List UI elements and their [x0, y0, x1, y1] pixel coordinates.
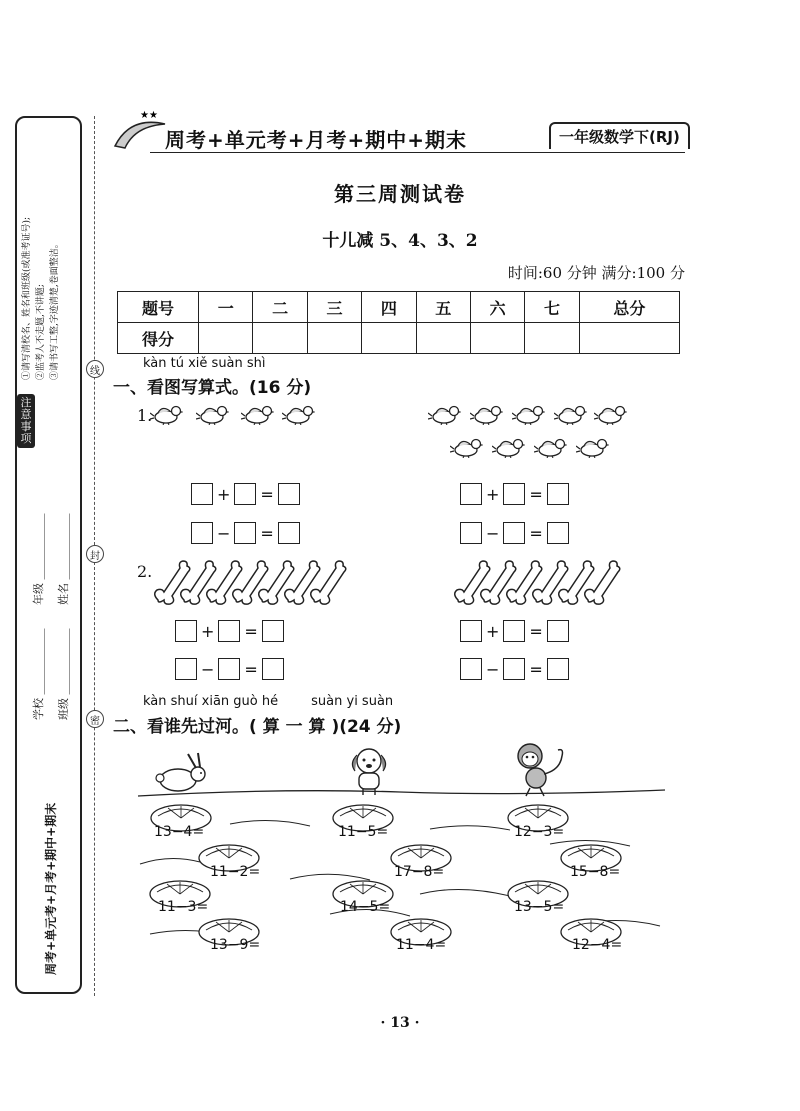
equals-sign: = — [260, 523, 274, 543]
question-2-number: 2. — [137, 562, 153, 581]
plus-sign: + — [486, 621, 500, 641]
score-header-cell: 六 — [470, 292, 524, 323]
answer-box[interactable] — [503, 620, 525, 642]
answer-box[interactable] — [460, 620, 482, 642]
expr-11-3: 11−3= — [158, 899, 209, 915]
equation-subtract — [460, 658, 569, 680]
time-info: 时间:60 分钟 满分:100 分 — [507, 264, 685, 282]
equation-add — [175, 620, 284, 642]
notice-note-1: ①请写清校名、姓名和班级(或准考证号); — [22, 216, 32, 380]
answer-box[interactable] — [218, 620, 240, 642]
answer-box[interactable] — [218, 658, 240, 680]
bird-icon — [196, 403, 229, 425]
equation-subtract — [175, 658, 284, 680]
score-cell[interactable] — [362, 323, 416, 354]
score-cell[interactable] — [307, 323, 361, 354]
notice-char: 注 — [20, 396, 32, 409]
score-header-cell: 七 — [525, 292, 579, 323]
expr-14-5: 14−5= — [340, 899, 391, 915]
bird-icon — [576, 436, 609, 458]
expr-15-8: 15−8= — [570, 864, 621, 880]
score-header-cell: 一 — [199, 292, 253, 323]
plus-sign: + — [201, 621, 215, 641]
bird-icon — [594, 403, 627, 425]
score-value-row — [118, 323, 680, 354]
bone-icon — [308, 560, 348, 606]
bird-icon — [534, 436, 567, 458]
plus-sign: + — [486, 484, 500, 504]
answer-box[interactable] — [278, 522, 300, 544]
expr-13-4: 13−4= — [154, 824, 205, 840]
score-cell[interactable] — [253, 323, 307, 354]
score-table — [117, 291, 680, 354]
score-cell[interactable] — [579, 323, 679, 354]
answer-box[interactable] — [175, 620, 197, 642]
minus-sign: − — [217, 523, 231, 543]
expr-13-9: 13−9= — [210, 937, 261, 953]
score-header-cell: 总分 — [579, 292, 679, 323]
answer-box[interactable] — [547, 483, 569, 505]
section2-title: 二、看谁先过河。( 算 一 算 )(24 分) — [113, 717, 402, 737]
score-header-cell: 二 — [253, 292, 307, 323]
expr-13-5: 13−5= — [514, 899, 565, 915]
notice-char: 事 — [20, 420, 32, 433]
plus-sign: + — [217, 484, 231, 504]
answer-box[interactable] — [191, 483, 213, 505]
expr-11-4: 11−4= — [396, 937, 447, 953]
cut-mark-secret: 密 — [86, 710, 104, 728]
minus-sign: − — [486, 523, 500, 543]
answer-box[interactable] — [262, 658, 284, 680]
equation-add — [460, 620, 569, 642]
score-header-cell: 五 — [416, 292, 470, 323]
notice-char: 意 — [20, 408, 32, 421]
bird-icon — [554, 403, 587, 425]
score-header-cell: 题号 — [118, 292, 199, 323]
expr-12-3: 12−3= — [514, 824, 565, 840]
answer-box[interactable] — [278, 483, 300, 505]
bone-icon — [582, 560, 622, 606]
svg-text:★★: ★★ — [140, 110, 158, 121]
equals-sign: = — [529, 659, 543, 679]
score-header-cell: 三 — [307, 292, 361, 323]
answer-box[interactable] — [547, 522, 569, 544]
answer-box[interactable] — [460, 483, 482, 505]
header-grade: 一年级数学下(RJ) — [549, 122, 690, 149]
field-school[interactable]: 学校 ____________ — [32, 628, 45, 720]
answer-box[interactable] — [234, 522, 256, 544]
bird-icon — [282, 403, 315, 425]
answer-box[interactable] — [547, 620, 569, 642]
section1-title: 一、看图写算式。(16 分) — [113, 378, 312, 398]
bird-icon — [428, 403, 461, 425]
score-cell[interactable] — [199, 323, 253, 354]
score-header-cell: 四 — [362, 292, 416, 323]
header-brand: 周考+单元考+月考+期中+期末 — [165, 128, 468, 152]
expr-11-2: 11−2= — [210, 864, 261, 880]
bird-icon — [150, 403, 183, 425]
notice-note-2: ②监考人不走题,不讲题; — [36, 284, 46, 380]
answer-box[interactable] — [175, 658, 197, 680]
cut-mark-line: 线 — [86, 360, 104, 378]
equation-add — [460, 483, 569, 505]
equation-subtract — [460, 522, 569, 544]
score-cell[interactable] — [525, 323, 579, 354]
bird-icon — [450, 436, 483, 458]
notice-badge — [17, 394, 35, 448]
bird-icon — [492, 436, 525, 458]
field-class[interactable]: 班级 ____________ — [57, 628, 70, 720]
score-cell[interactable] — [470, 323, 524, 354]
section2-pinyin: kàn shuí xiān guò hé suàn yi suàn — [143, 694, 394, 709]
expr-11-5: 11−5= — [338, 824, 389, 840]
section1-pinyin: kàn tú xiě suàn shì — [143, 356, 266, 371]
expr-17-8: 17−8= — [394, 864, 445, 880]
answer-box[interactable] — [547, 658, 569, 680]
answer-box[interactable] — [460, 522, 482, 544]
equals-sign: = — [529, 484, 543, 504]
equation-add — [191, 483, 300, 505]
minus-sign: − — [201, 659, 215, 679]
equals-sign: = — [244, 621, 258, 641]
field-name[interactable]: 姓名 ____________ — [57, 513, 70, 605]
notice-note-3: ③请书写工整,字迹清楚,卷面整洁。 — [50, 239, 60, 380]
equals-sign: = — [244, 659, 258, 679]
score-cell[interactable] — [416, 323, 470, 354]
answer-box[interactable] — [234, 483, 256, 505]
minus-sign: − — [486, 659, 500, 679]
answer-box[interactable] — [262, 620, 284, 642]
sidebar-brand: 周考+单元考+月考+期中+期末 — [44, 802, 58, 975]
cut-mark-seal: 封 — [86, 545, 104, 563]
answer-box[interactable] — [191, 522, 213, 544]
bird-icon — [241, 403, 274, 425]
notice-char: 项 — [20, 432, 32, 445]
score-header-row — [118, 292, 680, 323]
score-row-label: 得分 — [118, 323, 199, 354]
equals-sign: = — [529, 621, 543, 641]
question-1-number: 1. — [137, 406, 153, 425]
bird-icon — [512, 403, 545, 425]
equals-sign: = — [529, 523, 543, 543]
equals-sign: = — [260, 484, 274, 504]
answer-box[interactable] — [503, 522, 525, 544]
page-title: 第三周测试卷 — [334, 182, 466, 206]
page-subtitle: 十儿减 5、4、3、2 — [322, 231, 478, 251]
answer-box[interactable] — [503, 483, 525, 505]
field-grade[interactable]: 年级 ____________ — [32, 513, 45, 605]
equation-subtract — [191, 522, 300, 544]
expr-12-4: 12−4= — [572, 937, 623, 953]
bird-icon — [470, 403, 503, 425]
answer-box[interactable] — [460, 658, 482, 680]
answer-box[interactable] — [503, 658, 525, 680]
page-number: · 13 · — [380, 1015, 420, 1031]
